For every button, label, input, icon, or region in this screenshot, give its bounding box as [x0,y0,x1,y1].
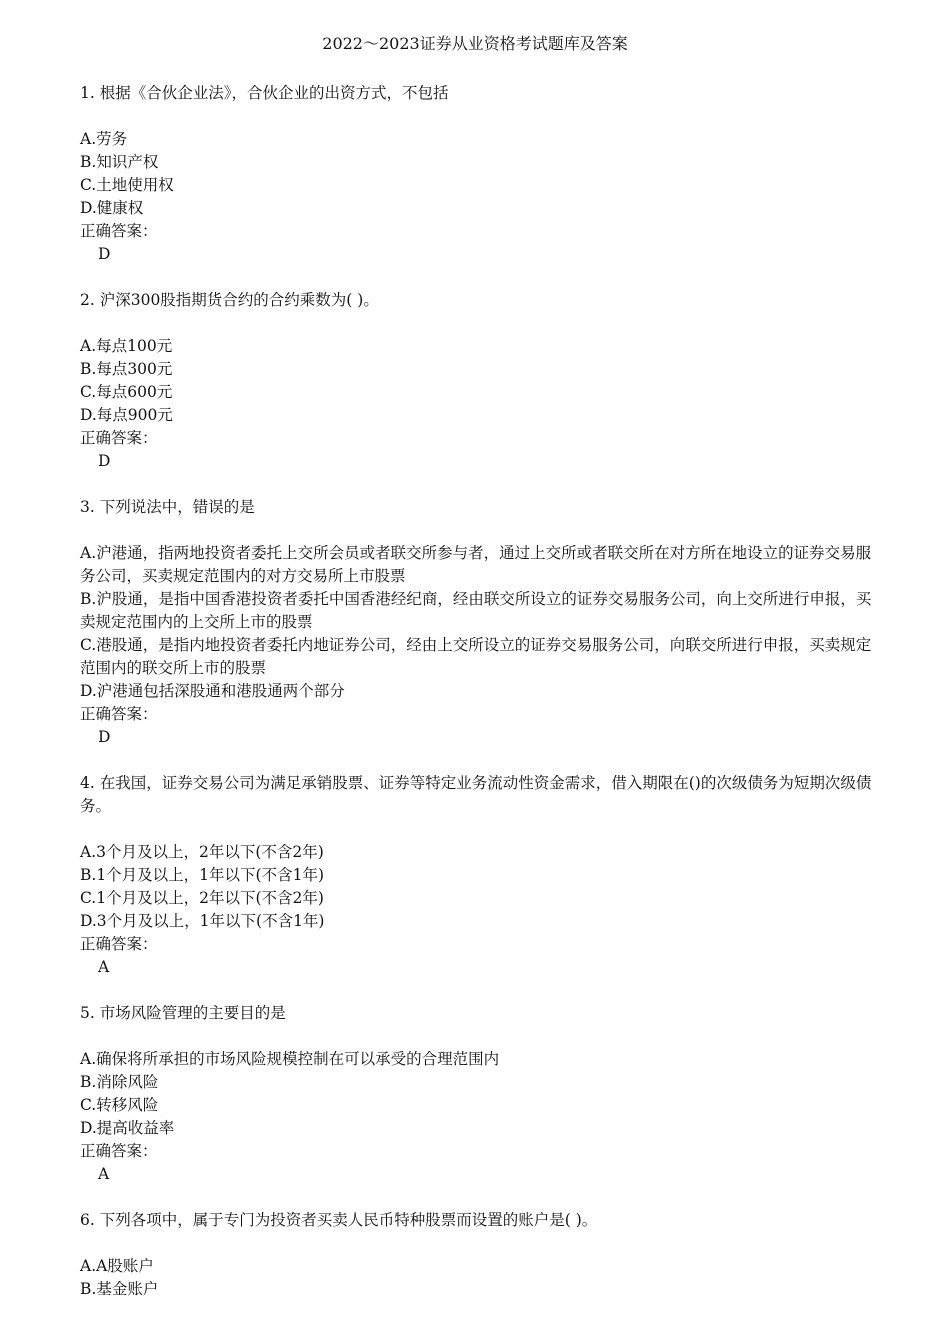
question-5 [80,1002,876,1209]
option-b: B.知识产权 [80,153,159,171]
answer-label: 正确答案： [80,705,158,723]
option-b: B.1个月及以上，1年以下(不含1年) [80,866,324,884]
answer-label: 正确答案： [80,429,158,447]
question-stem: 4. 在我国，证券交易公司为满足承销股票、证券等特定业务流动性资金需求，借入期限在()的次级债务为短期次级债务。 [80,774,872,815]
option-a: A.劳务 [80,130,128,148]
question-stem: 6. 下列各项中，属于专门为投资者买卖人民币特种股票而设置的账户是( )。 [80,1211,598,1229]
option-b: B.基金账户 [80,1280,159,1298]
question-list [80,82,876,1301]
option-b: B.沪股通，是指中国香港投资者委托中国香港经纪商，经由联交所设立的证券交易服务公司，向上交所进行申报，买卖规定范围内的上交所上市的股票 [80,590,872,631]
option-c: C.港股通，是指内地投资者委托内地证券公司，经由上交所设立的证券交易服务公司，向联交所进行申报，买卖规定范围内的联交所上市的股票 [80,636,872,677]
answer-label: 正确答案： [80,935,158,953]
question-3 [80,496,876,772]
question-stem: 2. 沪深300股指期货合约的合约乘数为( )。 [80,291,379,309]
option-a: A.A股账户 [80,1257,154,1275]
option-a: A.3个月及以上，2年以下(不含2年) [80,843,324,861]
question-stem: 1. 根据《合伙企业法》，合伙企业的出资方式，不包括 [80,84,449,102]
option-c: C.转移风险 [80,1096,159,1114]
option-d: D.提高收益率 [80,1119,175,1137]
option-d: D.3个月及以上，1年以下(不含1年) [80,912,325,930]
option-d: D.每点900元 [80,406,173,424]
question-stem: 3. 下列说法中，错误的是 [80,498,255,516]
option-d: D.健康权 [80,199,144,217]
answer-value: D [98,245,111,263]
option-b: B.消除风险 [80,1073,159,1091]
option-a: A.沪港通，指两地投资者委托上交所会员或者联交所参与者，通过上交所或者联交所在对方所在地设立的证券交易服务公司，买卖规定范围内的对方交易所上市股票 [80,544,872,585]
answer-value: D [98,452,111,470]
option-c: C.土地使用权 [80,176,174,194]
question-6 [80,1209,876,1301]
question-2 [80,289,876,496]
answer-label: 正确答案： [80,222,158,240]
answer-value: D [98,728,111,746]
option-a: A.确保将所承担的市场风险规模控制在可以承受的合理范围内 [80,1050,500,1068]
option-d: D.沪港通包括深股通和港股通两个部分 [80,682,345,700]
option-b: B.每点300元 [80,360,173,378]
question-1 [80,82,876,289]
answer-value: A [98,1165,110,1183]
document-title: 2022～2023证券从业资格考试题库及答案 [322,34,628,53]
option-c: C.1个月及以上，2年以下(不含2年) [80,889,324,907]
answer-value: A [98,958,110,976]
option-a: A.每点100元 [80,337,173,355]
question-stem: 5. 市场风险管理的主要目的是 [80,1004,286,1022]
question-4 [80,772,876,1002]
answer-label: 正确答案： [80,1142,158,1160]
option-c: C.每点600元 [80,383,173,401]
